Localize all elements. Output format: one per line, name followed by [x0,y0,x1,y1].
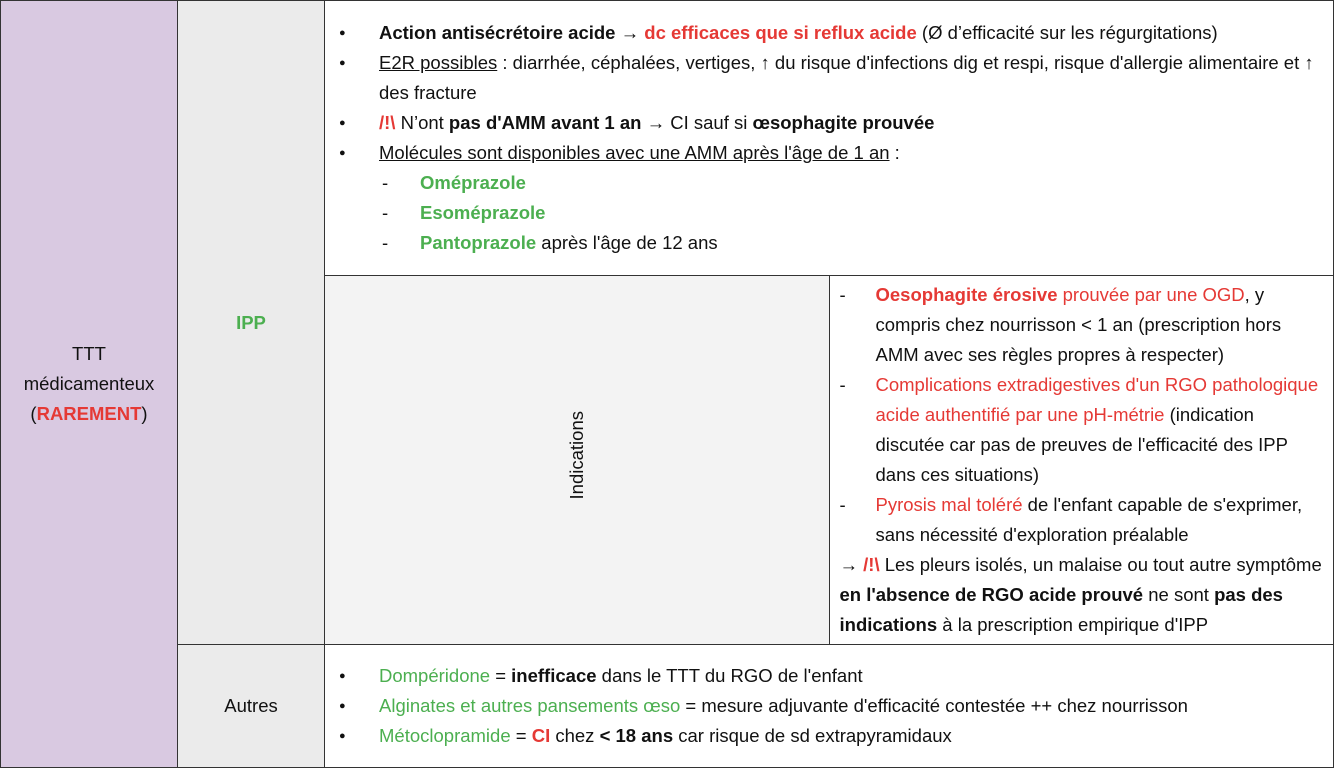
autres-bullets [325,661,1323,751]
autres-domperidone: ● Dompéridone = inefficace dans le TTT du RGO de l'enfant [325,661,1323,691]
autres-label-cell [178,645,325,768]
rarement-label: RAREMENT [36,403,142,424]
category-cell [1,1,178,768]
category-line1: TTT [72,343,106,364]
indications-details-cell [829,276,1334,645]
autres-alginates: ● Alginates et autres pansements œso = mesure adjuvante d'efficacité contestée ++ chez nourrisson [325,691,1323,721]
ipp-label: IPP [236,311,266,333]
indication-pyrosis: - Pyrosis mal toléré de l'enfant capable de s'exprimer, sans nécessité d'exploration préalable [830,490,1324,550]
paren-close: ) [141,403,148,424]
ipp-label-cell [178,1,325,645]
indication-complications: - Complications extradigestives d'un RGO pathologique acide authentifié par une pH-métrie (indication discutée car pas de preuves de l'efficacité des IPP dans ces situations) [830,370,1324,490]
indications-label-cell [325,276,830,645]
molecule-omeprazole: - Oméprazole [325,168,1323,198]
ipp-details-cell [325,1,1334,276]
indications-list [830,280,1324,550]
ipp-bullet-molecules: ● Molécules sont disponibles avec une AMM après l'âge de 1 an : [325,138,1323,168]
molecule-pantoprazole: - Pantoprazole après l'âge de 12 ans [325,228,1323,258]
autres-details-cell [325,645,1334,768]
ipp-bullets [325,18,1323,168]
ipp-bullet-action: ● Action antisécrétoire acide → dc efficaces que si reflux acide (Ø d’efficacité sur les régurgitations) [325,18,1323,48]
molecule-esomeprazole: - Esoméprazole [325,198,1323,228]
indications-warning-note: → /!\ Les pleurs isolés, un malaise ou tout autre symptôme en l'absence de RGO acide prouvé ne sont pas des indications à la prescription empirique d'IPP [839,554,1322,635]
category-line2: médicamenteux [23,373,155,394]
paren-open: ( [30,403,37,424]
indication-oesophagite: - Oesophagite érosive prouvée par une OGD, y compris chez nourrisson < 1 an (prescription hors AMM avec ses règles propres à respecter) [830,280,1324,370]
ipp-bullet-e2r: ● E2R possibles : diarrhée, céphalées, vertiges, ↑ du risque d'infections dig et respi, risque d'allergie alimentaire et ↑ des fracture [325,48,1323,108]
ipp-bullet-amm: ● /!\ N’ont pas d'AMM avant 1 an → CI sauf si œsophagite prouvée [325,108,1323,138]
autres-metoclopramide: ● Métoclopramide = CI chez < 18 ans car risque de sd extrapyramidaux [325,721,1323,751]
autres-label: Autres [224,695,278,716]
indications-label: Indications [565,411,587,500]
molecule-list [325,168,1323,258]
